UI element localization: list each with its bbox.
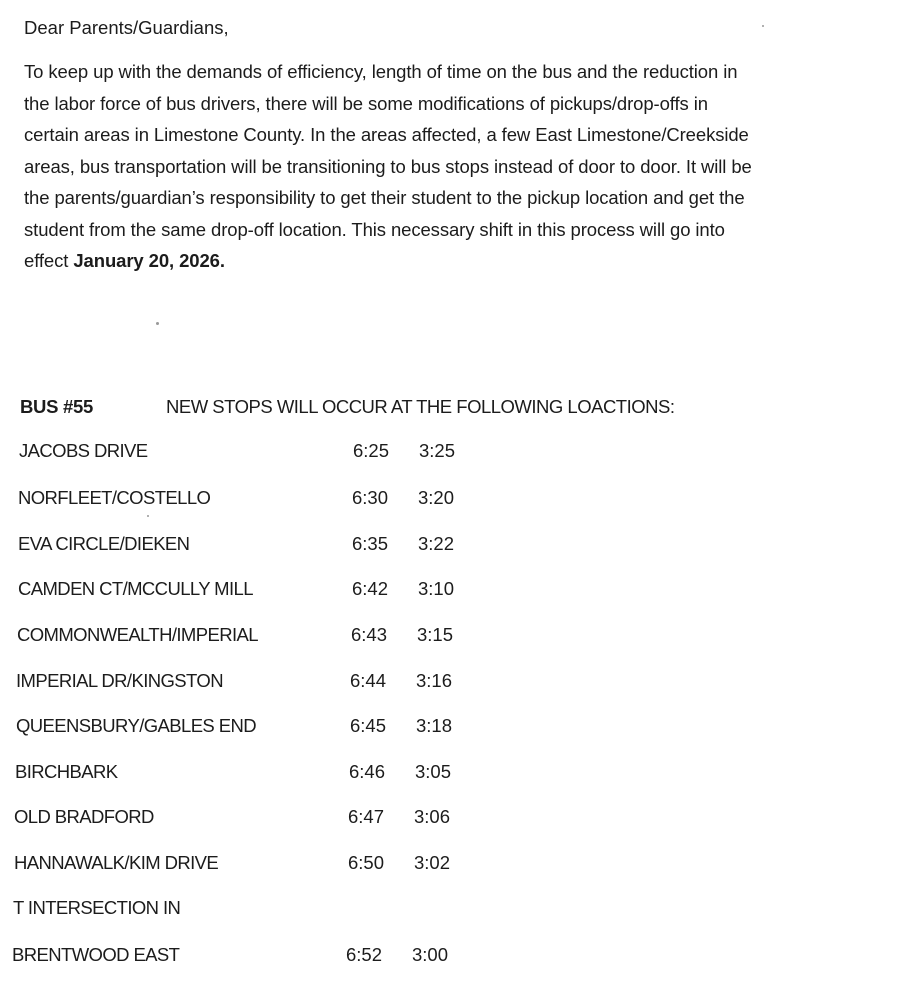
stop-name: COMMONWEALTH/IMPERIAL [17, 624, 258, 645]
pickup-time: 6:35 [352, 533, 389, 554]
stop-name: QUEENSBURY/GABLES END [16, 715, 256, 736]
pickup-time: 6:45 [350, 715, 387, 736]
bus-header [20, 396, 674, 418]
effective-date: January 20, 2026. [73, 250, 225, 271]
dropoff-time: 3:02 [414, 852, 451, 873]
paragraph-line: the parents/guardian’s responsibility to get their student to the pickup location and get the [24, 187, 745, 208]
stop-name: NORFLEET/COSTELLO [18, 487, 211, 508]
pickup-time: 6:52 [346, 944, 383, 965]
stop-name: EVA CIRCLE/DIEKEN [18, 533, 190, 554]
pickup-time: 6:47 [348, 806, 385, 827]
notice-paragraph [24, 56, 896, 277]
bus-number: BUS #55 [20, 396, 93, 417]
dropoff-time: 3:00 [412, 944, 449, 965]
dropoff-time: 3:06 [414, 806, 451, 827]
dropoff-time: 3:05 [415, 761, 452, 782]
paragraph-line: To keep up with the demands of efficiency, length of time on the bus and the reduction in [24, 61, 738, 82]
salutation: Dear Parents/Guardians, [24, 17, 229, 38]
stop-name: OLD BRADFORD [14, 806, 154, 827]
paragraph-line: certain areas in Limestone County. In the areas affected, a few East Limestone/Creekside [24, 124, 749, 145]
dropoff-time: 3:20 [418, 487, 455, 508]
pickup-time: 6:46 [349, 761, 386, 782]
stop-name: CAMDEN CT/MCCULLY MILL [18, 578, 253, 599]
dropoff-time: 3:18 [416, 715, 453, 736]
dropoff-time: 3:22 [418, 533, 455, 554]
pickup-time: 6:50 [348, 852, 385, 873]
dropoff-time: 3:16 [416, 670, 453, 691]
scan-speck [156, 322, 159, 325]
pickup-time: 6:43 [351, 624, 388, 645]
pickup-time: 6:30 [352, 487, 389, 508]
stops-heading: NEW STOPS WILL OCCUR AT THE FOLLOWING LOACTIONS: [166, 396, 675, 417]
stop-name: T INTERSECTION IN [13, 897, 181, 918]
scan-speck [147, 515, 149, 517]
stop-name: IMPERIAL DR/KINGSTON [16, 670, 223, 691]
pickup-time: 6:42 [352, 578, 389, 599]
stop-name: BIRCHBARK [15, 761, 118, 782]
paragraph-line: student from the same drop-off location. This necessary shift in this process will go into [24, 218, 725, 240]
dropoff-time: 3:10 [418, 578, 455, 599]
stop-name: JACOBS DRIVE [19, 440, 148, 461]
scan-speck [762, 25, 764, 27]
stop-name: BRENTWOOD EAST [12, 944, 180, 965]
dropoff-time: 3:25 [419, 440, 456, 461]
pickup-time: 6:44 [350, 670, 387, 691]
letter-body [24, 14, 896, 277]
paragraph-line: the labor force of bus drivers, there will be some modifications of pickups/drop-offs in [24, 92, 708, 114]
effect-prefix: effect [24, 250, 74, 271]
pickup-time: 6:25 [353, 440, 390, 461]
stop-name: HANNAWALK/KIM DRIVE [14, 852, 219, 873]
paragraph-line: areas, bus transportation will be transitioning to bus stops instead of door to door. It will be [24, 155, 752, 177]
dropoff-time: 3:15 [417, 624, 454, 645]
